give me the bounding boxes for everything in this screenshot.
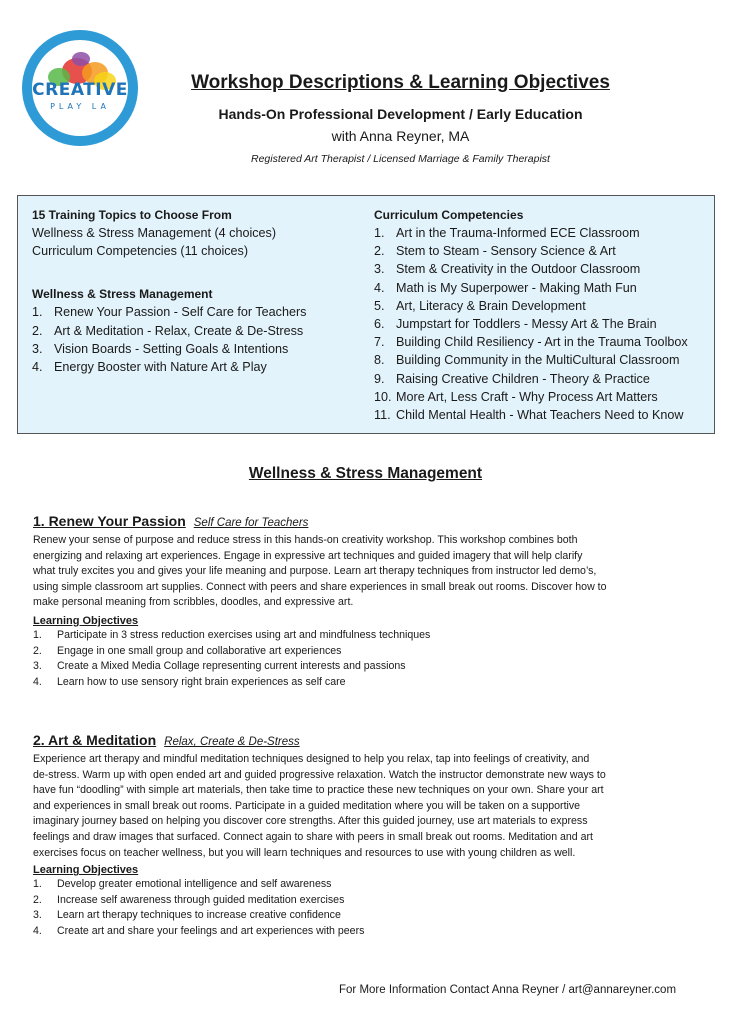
description-line: have fun “doodling” with simple art materials, then take time to practice these new techniques on your own. Share your art bbox=[33, 784, 604, 797]
curriculum-list-heading: Curriculum Competencies bbox=[374, 208, 524, 222]
topics-summary-line: Wellness & Stress Management (4 choices) bbox=[32, 226, 277, 240]
presenter-byline: with Anna Reyner, MA bbox=[331, 128, 470, 144]
learning-objectives-heading: Learning Objectives bbox=[33, 614, 139, 627]
wellness-list-heading: Wellness & Stress Management bbox=[32, 287, 213, 302]
workshop-heading bbox=[33, 731, 703, 752]
list-item: 7. Building Child Resiliency - Art in the Trauma Toolbox bbox=[374, 335, 688, 350]
description-line: Renew your sense of purpose and reduce stress in this hands-on creativity workshop. This workshop combines both bbox=[33, 534, 578, 546]
topics-heading: 15 Training Topics to Choose From bbox=[32, 208, 232, 222]
topics-summary-line: Curriculum Competencies (11 choices) bbox=[32, 244, 249, 259]
topics-right-column bbox=[374, 207, 714, 424]
description-line: Experience art therapy and mindful meditation techniques designed to help you relax, tap into feelings of creativity, and bbox=[33, 753, 590, 765]
list-item: 4. Energy Booster with Nature Art & Play bbox=[32, 360, 267, 375]
workshop-subtitle: Relax, Create & De-Stress bbox=[164, 736, 300, 748]
learning-objectives-list bbox=[33, 877, 703, 939]
workshop-description bbox=[33, 533, 703, 611]
list-item: 4. Learn how to use sensory right brain experiences as self care bbox=[33, 675, 346, 688]
list-item: 2. Stem to Steam - Sensory Science & Art bbox=[374, 244, 616, 259]
list-item: 1. Art in the Trauma-Informed ECE Classroom bbox=[374, 226, 640, 240]
workshop-title: 1. Renew Your Passion bbox=[33, 513, 186, 529]
list-item: 1. Participate in 3 stress reduction exercises using art and mindfulness techniques bbox=[33, 628, 431, 641]
description-line: de-stress. Warm up with open ended art and guided progressive relaxation. Watch the instructor demonstrate new ways to bbox=[33, 768, 606, 781]
workshop-renew-your-passion bbox=[33, 512, 703, 690]
list-item: 6. Jumpstart for Toddlers - Messy Art & The Brain bbox=[374, 317, 657, 332]
description-line: and experiences in small break out rooms. Participate in a guided meditation where you will be taken on a supportive bbox=[33, 799, 581, 812]
page-title: Workshop Descriptions & Learning Objectives bbox=[191, 72, 610, 93]
list-item: 1. Renew Your Passion - Self Care for Teachers bbox=[32, 305, 307, 320]
list-item: 4. Create art and share your feelings and art experiences with peers bbox=[33, 924, 365, 937]
list-item: 4. Math is My Superpower - Making Math Fun bbox=[374, 280, 637, 295]
curriculum-topic-list bbox=[374, 224, 714, 424]
learning-objectives-heading: Learning Objectives bbox=[33, 864, 139, 877]
description-line: imaginary journey based on helping you discover core strengths. After this guided journey, use art materials to express bbox=[33, 815, 588, 828]
description-line: exercises focus on teacher wellness, but you will learn techniques and resources to use with young children as well. bbox=[33, 846, 576, 859]
page-subtitle: Hands-On Professional Development / Early Education bbox=[218, 106, 583, 122]
section-title: Wellness & Stress Management bbox=[248, 465, 483, 482]
workshop-art-and-meditation bbox=[33, 731, 703, 940]
logo-splash-purple bbox=[72, 52, 90, 66]
description-line: using simple classroom art supplies. Connect with peers and share experiences in small break out rooms. Discover how to bbox=[33, 580, 607, 593]
list-item: 2. Engage in one small group and collaborative art experiences bbox=[33, 644, 342, 657]
contact-footer: For More Information Contact Anna Reyner / art@annareyner.com bbox=[339, 984, 677, 996]
list-item: 11. Child Mental Health - What Teachers Need to Know bbox=[374, 408, 684, 423]
logo-inner bbox=[32, 40, 128, 136]
presenter-credentials: Registered Art Therapist / Licensed Marriage & Family Therapist bbox=[251, 153, 550, 165]
list-item: 8. Building Community in the MultiCultural Classroom bbox=[374, 353, 680, 368]
description-line: energizing and relaxing art experiences. Engage in expressive art techniques and guided imagery that will help clarify bbox=[33, 549, 583, 562]
creative-play-la-logo bbox=[22, 30, 138, 146]
list-item: 3. Vision Boards - Setting Goals & Intentions bbox=[32, 341, 289, 356]
workshop-heading bbox=[33, 512, 703, 533]
list-item: 2. Increase self awareness through guided meditation exercises bbox=[33, 893, 345, 906]
list-item: 3. Stem & Creativity in the Outdoor Classroom bbox=[374, 262, 641, 277]
topics-left-column bbox=[32, 207, 362, 376]
description-line: make personal meaning from scribbles, doodles, and expressive art. bbox=[33, 596, 354, 609]
workshop-title: 2. Art & Meditation bbox=[33, 732, 157, 748]
description-line: feelings and draw images that surfaced. Connect again to share with peers in small break out rooms. Meditation and art bbox=[33, 830, 594, 843]
description-line: what truly excites you and gives your life meaning and purpose. Learn art therapy techniques from instructor led demo’s, bbox=[33, 565, 597, 578]
list-item: 5. Art, Literacy & Brain Development bbox=[374, 298, 586, 313]
list-item: 3. Create a Mixed Media Collage representing current interests and passions bbox=[33, 660, 406, 673]
list-item: 9. Raising Creative Children - Theory & Practice bbox=[374, 371, 650, 386]
list-item: 1. Develop greater emotional intelligence and self awareness bbox=[33, 878, 332, 891]
workshop-subtitle: Self Care for Teachers bbox=[193, 517, 309, 529]
logo-submark: PLAY LA bbox=[50, 102, 110, 111]
list-item: 3. Learn art therapy techniques to increase creative confidence bbox=[33, 909, 341, 922]
wellness-topic-list bbox=[32, 303, 362, 376]
list-item: 2. Art & Meditation - Relax, Create & De-Stress bbox=[32, 323, 304, 338]
logo-wordmark: CREATIVE bbox=[32, 80, 128, 100]
workshop-description bbox=[33, 752, 703, 861]
learning-objectives-list bbox=[33, 628, 703, 690]
training-topics-box bbox=[17, 195, 715, 434]
list-item: 10. More Art, Less Craft - Why Process Art Matters bbox=[374, 389, 658, 404]
